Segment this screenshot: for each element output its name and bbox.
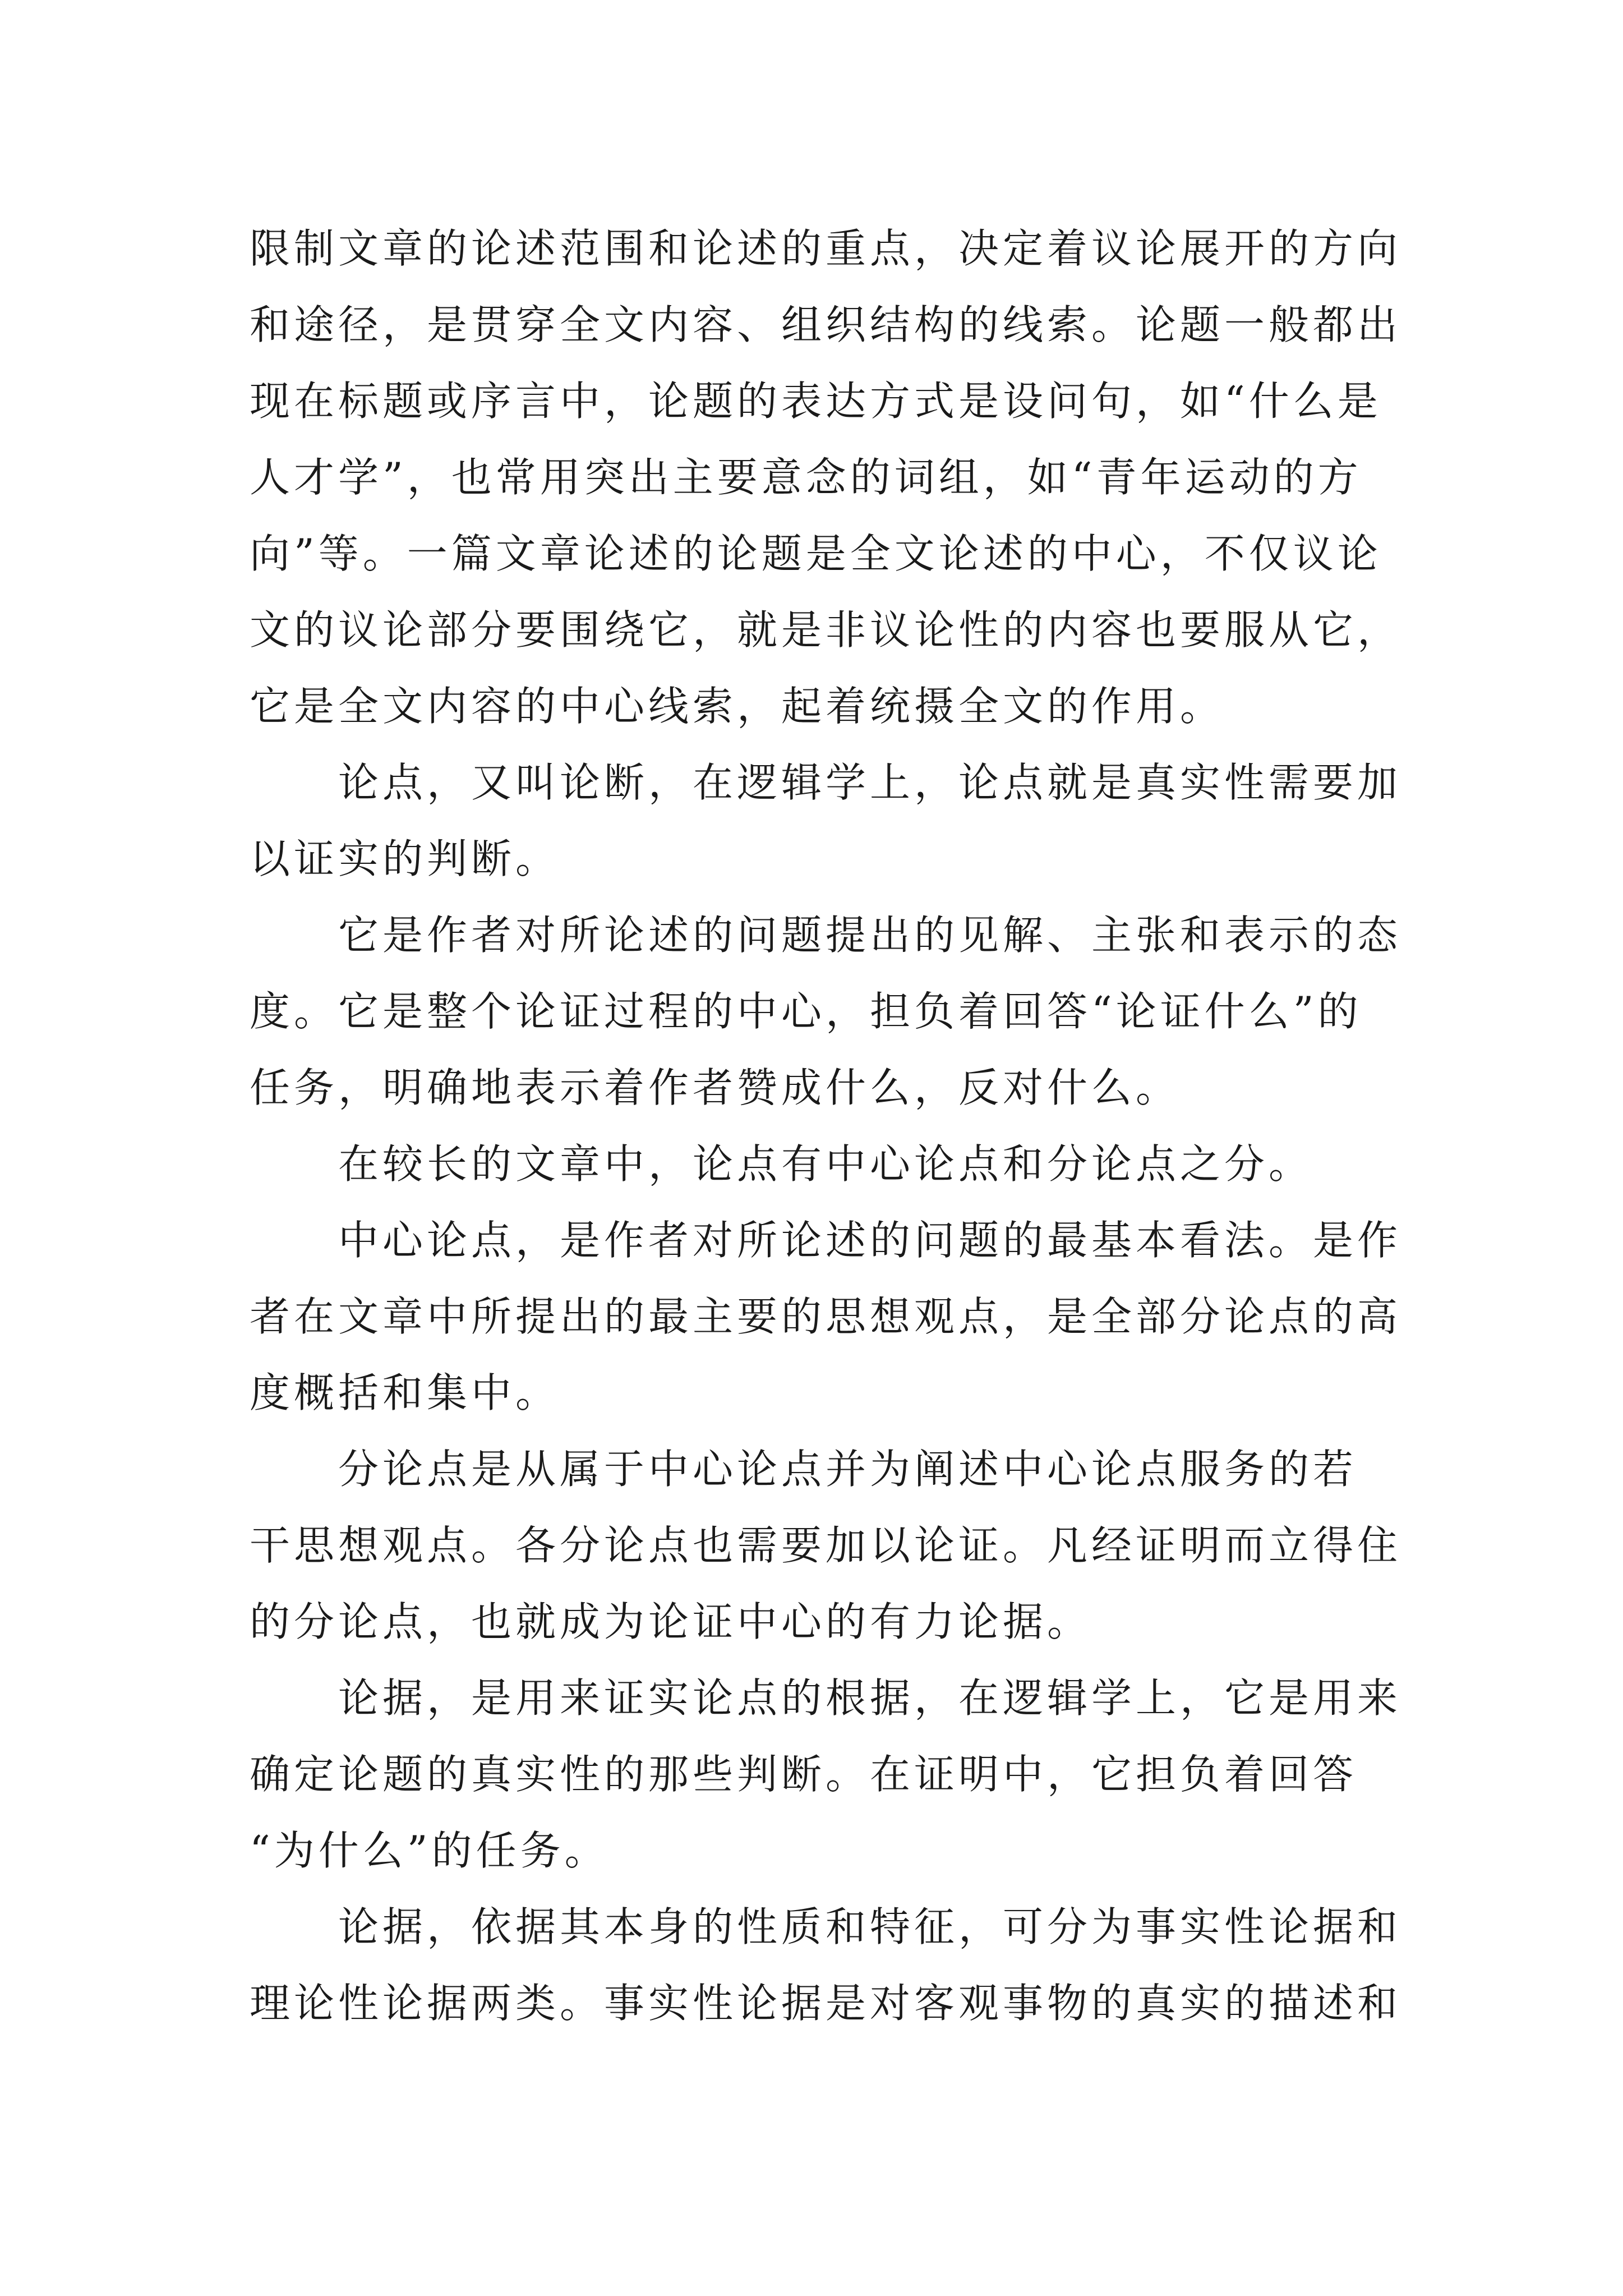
paragraph-first-line: 中心论点，是作者对所论述的问题的最基本看法。是作 xyxy=(338,1217,1402,1264)
paragraph-first-line: 在较长的文章中，论点有中心论点和分论点之分。 xyxy=(338,1140,1313,1188)
text-line: 文的议论部分要围绕它，就是非议论性的内容也要服从它， xyxy=(250,606,1402,654)
text-line: 度概括和集中。 xyxy=(250,1369,560,1416)
text-body xyxy=(250,210,1402,2041)
paragraph-first-line: 论据，是用来证实论点的根据，在逻辑学上，它是用来 xyxy=(338,1674,1402,1722)
paragraph-first-line: 分论点是从属于中心论点并为阐述中心论点服务的若 xyxy=(338,1446,1358,1493)
text-line: 任务，明确地表示着作者赞成什么，反对什么。 xyxy=(250,1064,1181,1111)
text-line: 的分论点，也就成为论证中心的有力论据。 xyxy=(250,1598,1092,1645)
text-line: 理论性论据两类。事实性论据是对客观事物的真实的描述和 xyxy=(250,1980,1402,2027)
text-line: 以证实的判断。 xyxy=(250,835,560,882)
text-line: 确定论题的真实性的那些判断。在证明中，它担负着回答 xyxy=(250,1751,1358,1798)
text-line: 它是全文内容的中心线索，起着统摄全文的作用。 xyxy=(250,683,1225,730)
text-line: 人才学”，也常用突出主要意念的词组，如“青年运动的方 xyxy=(250,454,1362,501)
text-line: 限制文章的论述范围和论述的重点，决定着议论展开的方向 xyxy=(250,225,1402,272)
text-line: 和途径，是贯穿全文内容、组织结构的线索。论题一般都出 xyxy=(250,301,1402,348)
paragraph-first-line: 论点，又叫论断，在逻辑学上，论点就是真实性需要加 xyxy=(338,759,1402,806)
text-line: 者在文章中所提出的最主要的思想观点，是全部分论点的高 xyxy=(250,1293,1402,1340)
text-line: 干思想观点。各分论点也需要加以论证。凡经证明而立得住 xyxy=(250,1522,1402,1569)
paragraph-first-line: 论据，依据其本身的性质和特征，可分为事实性论据和 xyxy=(338,1903,1402,1950)
text-line: 向”等。一篇文章论述的论题是全文论述的中心，不仅议论 xyxy=(250,530,1382,577)
text-line: 现在标题或序言中，论题的表达方式是设问句，如“什么是 xyxy=(250,378,1382,425)
text-line: 度。它是整个论证过程的中心，担负着回答“论证什么”的 xyxy=(250,988,1362,1035)
paragraph-first-line: 它是作者对所论述的问题提出的见解、主张和表示的态 xyxy=(338,912,1402,959)
text-line: “为什么”的任务。 xyxy=(250,1827,609,1874)
